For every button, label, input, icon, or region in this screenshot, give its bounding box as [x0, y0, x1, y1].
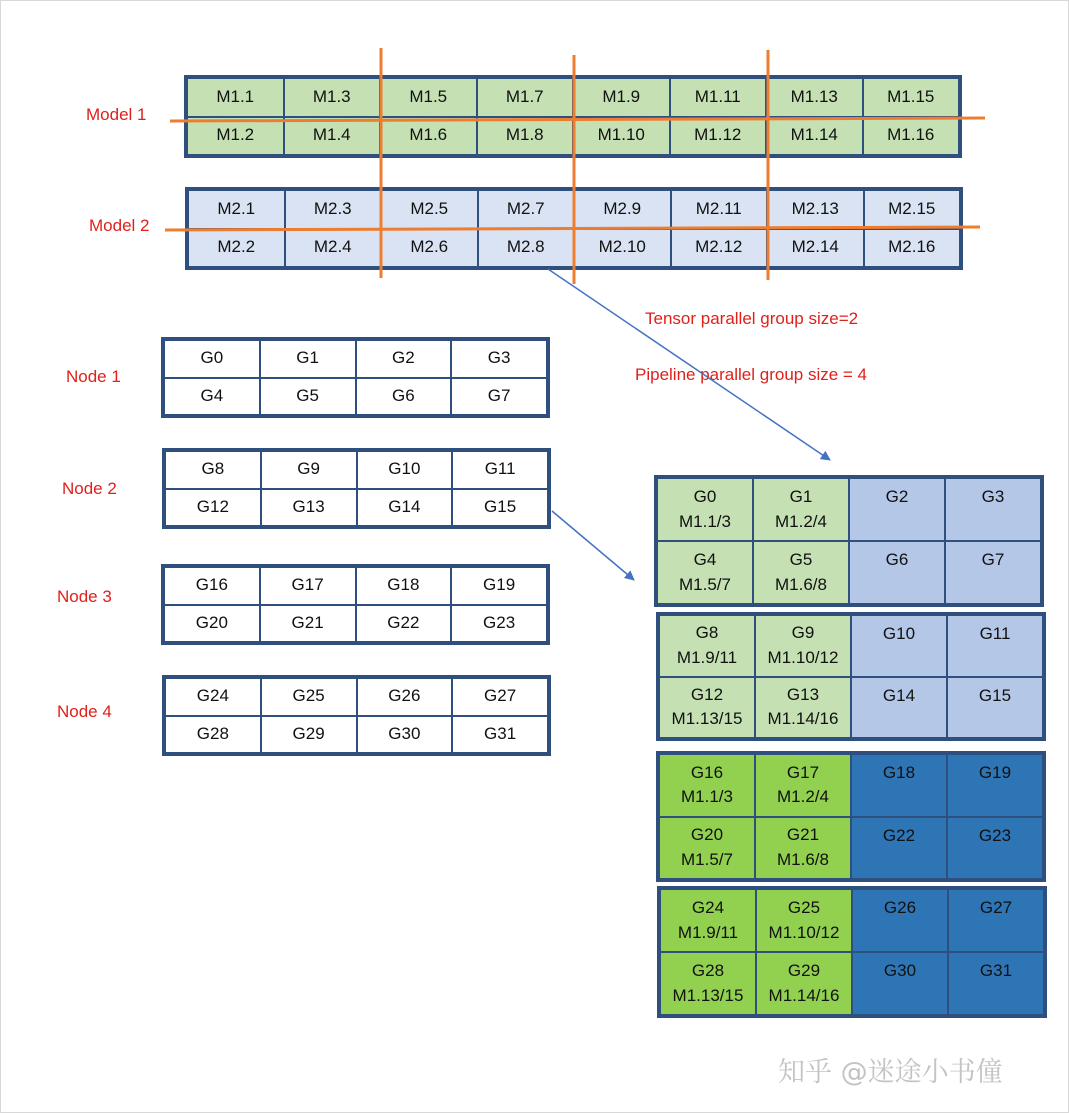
model-2-shard: M2.8: [478, 229, 575, 268]
gpu-cell: G6: [356, 378, 452, 416]
node-2-label: Node 2: [62, 479, 117, 498]
gpu-cell: G16: [164, 567, 260, 605]
gpu-cell: G8: [165, 451, 261, 489]
model-1-shard: M1.16: [863, 117, 960, 156]
model-shard-label: M1.10/12: [767, 647, 839, 667]
node-3-label: Node 3: [57, 587, 112, 606]
gpu-id: G2: [885, 487, 909, 506]
tensor-split-line-model-1: [170, 118, 985, 121]
model-2-shard: M2.11: [671, 190, 768, 229]
model-2-shard: M2.1: [188, 190, 285, 229]
gpu-id: G20: [690, 825, 724, 845]
gpu-id: G12: [690, 684, 724, 704]
model-shard-label: M1.1/3: [679, 511, 731, 531]
gpu-cell: G11: [452, 451, 548, 489]
gpu-cell: G13: [261, 489, 357, 527]
gpu-id: G21: [786, 825, 820, 845]
gpu-id: G22: [882, 825, 916, 845]
node-4-label: Node 4: [57, 702, 112, 721]
gpu-cell: G25: [261, 678, 357, 716]
gpu-cell: G4: [164, 378, 260, 416]
model-2-shard: M2.16: [864, 229, 961, 268]
model-shard-label: M1.5/7: [681, 849, 733, 869]
model-shard-label: M1.1/3: [681, 787, 733, 807]
gpu-id: G13: [786, 684, 820, 704]
gpu-cell: G1: [260, 340, 356, 378]
model-2-shard: M2.9: [574, 190, 671, 229]
model-shard-label: M1.13/15: [672, 985, 744, 1005]
model-2-shard: M2.15: [864, 190, 961, 229]
gpu-cell: G2: [356, 340, 452, 378]
gpu-cell: G3: [451, 340, 547, 378]
gpu-cell: G21: [260, 605, 356, 643]
gpu-id: G28: [691, 960, 725, 980]
tensor-parallel-annotation: Tensor parallel group size=2: [645, 309, 859, 328]
gpu-id: G11: [979, 624, 1011, 643]
gpu-cell: G18: [356, 567, 452, 605]
tensor-split-line-model-2: [165, 227, 980, 230]
model-shard-label: M1.14/16: [767, 709, 839, 729]
gpu-id: G0: [693, 486, 717, 506]
model-2-shard: M2.6: [381, 229, 478, 268]
gpu-id: G23: [978, 825, 1012, 845]
gpu-id: G16: [690, 762, 724, 782]
gpu-cell: G10: [357, 451, 453, 489]
gpu-id: G9: [791, 623, 815, 643]
gpu-id: G24: [691, 897, 725, 917]
model-1-shard: M1.7: [477, 78, 574, 117]
gpu-id: G10: [882, 624, 916, 643]
gpu-cell: G0: [164, 340, 260, 378]
gpu-id: G8: [695, 623, 719, 643]
model-1-shard: M1.12: [670, 117, 767, 156]
model-2-shard: M2.2: [188, 229, 285, 268]
model-2-shard: M2.14: [767, 229, 864, 268]
gpu-id: G31: [979, 961, 1013, 980]
model-2-shard: M2.10: [574, 229, 671, 268]
gpu-id: G14: [882, 685, 916, 705]
model-1-label: Model 1: [86, 105, 147, 124]
gpu-id: G5: [789, 549, 813, 569]
gpu-id: G19: [978, 763, 1012, 782]
gpu-cell: G20: [164, 605, 260, 643]
model-shard-label: M1.2/4: [775, 511, 827, 531]
model-shard-label: M1.13/15: [671, 709, 743, 729]
watermark: 知乎 @迷途小书僮: [778, 1057, 1003, 1088]
model-1-shard: M1.2: [187, 117, 284, 156]
model-shard-label: M1.9/11: [677, 922, 739, 942]
gpu-id: G17: [786, 762, 820, 782]
gpu-id: G1: [789, 486, 813, 506]
gpu-id: G7: [981, 550, 1005, 569]
gpu-id: G30: [883, 961, 917, 980]
gpu-cell: G7: [451, 378, 547, 416]
model-shard-label: M1.10/12: [768, 922, 840, 942]
model-shard-label: M1.2/4: [777, 787, 829, 807]
pipeline-parallel-annotation: Pipeline parallel group size = 4: [635, 365, 868, 384]
gpu-cell: G12: [165, 489, 261, 527]
gpu-id: G3: [981, 487, 1005, 506]
model-1-shard: M1.8: [477, 117, 574, 156]
gpu-cell: G19: [451, 567, 547, 605]
gpu-cell: G30: [357, 716, 453, 754]
model-2-shard: M2.7: [478, 190, 575, 229]
gpu-id: G29: [787, 960, 821, 980]
gpu-cell: G29: [261, 716, 357, 754]
node-to-placement-arrow: [552, 511, 634, 580]
gpu-id: G27: [979, 898, 1013, 917]
gpu-cell: G31: [452, 716, 548, 754]
gpu-id: G18: [882, 763, 916, 782]
gpu-cell: G28: [165, 716, 261, 754]
model-shard-label: M1.6/8: [775, 574, 827, 594]
model-1-shard: M1.11: [670, 78, 767, 117]
gpu-cell: G9: [261, 451, 357, 489]
model-1-shard: M1.14: [766, 117, 863, 156]
model-2-shard: M2.4: [285, 229, 382, 268]
gpu-cell: G26: [357, 678, 453, 716]
model-1-shard: M1.15: [863, 78, 960, 117]
node-1-label: Node 1: [66, 367, 121, 386]
model-shard-label: M1.6/8: [777, 849, 829, 869]
model-1-shard: M1.10: [573, 117, 670, 156]
gpu-id: G15: [978, 685, 1012, 705]
gpu-id: G6: [885, 550, 909, 569]
gpu-cell: G27: [452, 678, 548, 716]
gpu-cell: G24: [165, 678, 261, 716]
model-1-shard: M1.6: [380, 117, 477, 156]
model-1-shard: M1.9: [573, 78, 670, 117]
gpu-id: G4: [693, 549, 717, 569]
model-2-shard: M2.3: [285, 190, 382, 229]
gpu-cell: G23: [451, 605, 547, 643]
gpu-cell: G15: [452, 489, 548, 527]
model-2-shard: M2.5: [381, 190, 478, 229]
model-to-placement-arrow: [548, 269, 830, 460]
model-shard-label: M1.9/11: [676, 647, 738, 667]
model-1-shard: M1.5: [380, 78, 477, 117]
gpu-cell: G5: [260, 378, 356, 416]
gpu-id: G26: [883, 898, 917, 917]
model-1-shard: M1.1: [187, 78, 284, 117]
model-1-shard: M1.4: [284, 117, 381, 156]
gpu-cell: G22: [356, 605, 452, 643]
model-2-shard: M2.12: [671, 229, 768, 268]
gpu-id: G25: [787, 897, 821, 917]
model-1-shard: M1.3: [284, 78, 381, 117]
gpu-cell: G17: [260, 567, 356, 605]
model-shard-label: M1.14/16: [768, 985, 840, 1005]
model-2-label: Model 2: [89, 216, 150, 235]
model-1-shard: M1.13: [766, 78, 863, 117]
pipeline-split-lines: [165, 48, 985, 284]
gpu-cell: G14: [357, 489, 453, 527]
model-shard-label: M1.5/7: [679, 574, 731, 594]
model-2-shard: M2.13: [767, 190, 864, 229]
